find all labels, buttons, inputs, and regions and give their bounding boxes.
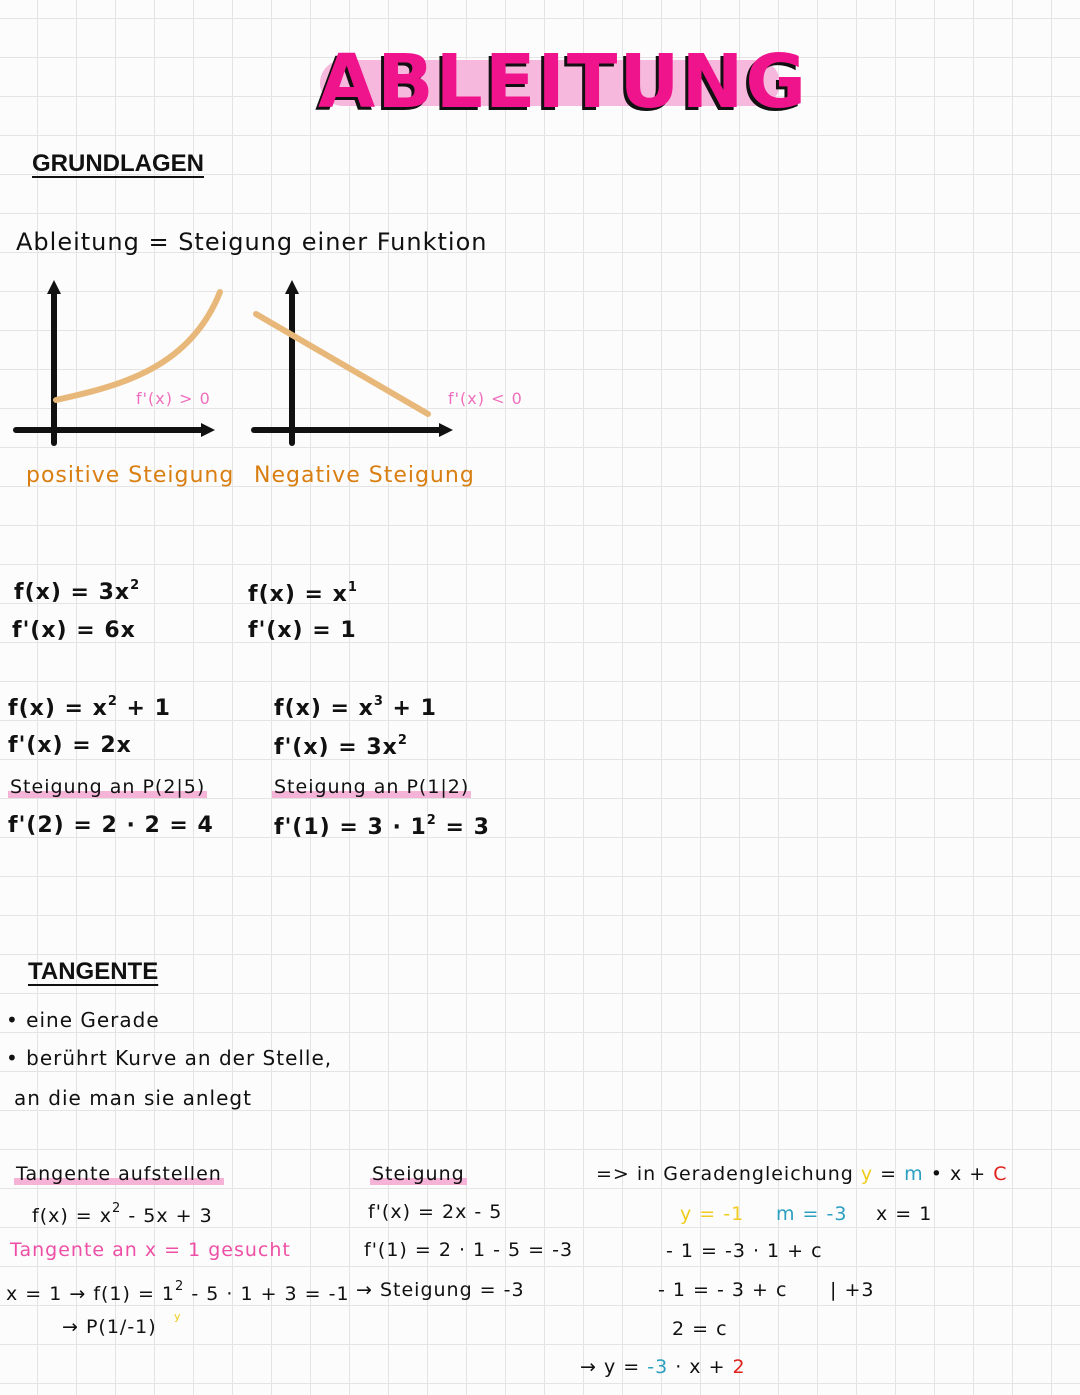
bullet-continuation: an die man sie anlegt	[14, 1086, 252, 1110]
example-1-derivative: f'(x) = 6x	[12, 618, 136, 643]
function-tail: + 1	[117, 696, 171, 721]
arrow-icon: →	[62, 1316, 79, 1338]
y-axis-arrow-icon	[47, 280, 61, 294]
section-heading-grundlagen: GRUNDLAGEN	[32, 150, 204, 177]
example-3-derivative: f'(x) = 2x	[8, 733, 132, 758]
example-2-derivative: f'(x) = 1	[248, 618, 357, 643]
caption-positive: positive Steigung	[26, 463, 235, 488]
exponent: 2	[397, 733, 408, 748]
y-marker: y	[174, 1310, 182, 1323]
x-axis-arrow-icon	[439, 423, 453, 437]
highlighted-label: Tangente aufstellen	[16, 1163, 222, 1185]
function-tail: - 5x + 3	[121, 1205, 213, 1227]
x-value: x = 1	[876, 1203, 933, 1225]
exponent: 1	[347, 580, 358, 595]
result-mid: · x +	[668, 1356, 733, 1378]
function-text: f(x) = x	[274, 696, 374, 721]
bullet-item: • berührt Kurve an der Stelle,	[6, 1046, 333, 1070]
equation-line-2: - 1 = - 3 + c	[658, 1279, 788, 1301]
y-value: y = -1	[680, 1203, 745, 1225]
page-title-block	[318, 34, 808, 130]
x-axis-arrow-icon	[201, 423, 215, 437]
bullet-text: berührt Kurve an der Stelle,	[26, 1046, 333, 1070]
result-y: y =	[603, 1356, 648, 1378]
decreasing-line	[256, 314, 428, 414]
curve-label-positive: f'(x) > 0	[136, 389, 211, 408]
step-text: x = 1 → f(1) = 1	[6, 1283, 176, 1305]
exponent: 2	[175, 1279, 185, 1294]
caption-negative: Negative Steigung	[254, 463, 475, 488]
m-value: m = -3	[776, 1203, 848, 1225]
steigung-label	[370, 1163, 467, 1185]
eq-m: m	[904, 1163, 924, 1185]
point-text: P(1/-1)	[85, 1316, 157, 1338]
highlighted-label: Steigung	[372, 1163, 465, 1185]
exponent: 2	[130, 578, 141, 593]
steigung-derivative: f'(x) = 2x - 5	[368, 1201, 503, 1223]
aufstellen-function	[32, 1201, 213, 1227]
example-4-calculation	[274, 813, 490, 840]
steigung-evaluation: f'(1) = 2 · 1 - 5 = -3	[364, 1239, 574, 1261]
equation-operation: | +3	[830, 1279, 875, 1301]
example-4-function	[274, 694, 437, 721]
example-3-function	[8, 694, 171, 721]
aufstellen-label	[14, 1163, 224, 1185]
positive-slope-graph	[10, 278, 230, 448]
function-tail: + 1	[383, 696, 437, 721]
y-axis-arrow-icon	[285, 280, 299, 294]
function-text: f(x) = 3x	[14, 580, 131, 605]
intro-text: => in Geradengleichung	[596, 1163, 854, 1185]
example-4-point	[272, 776, 471, 798]
bullet-text: eine Gerade	[26, 1008, 160, 1032]
exponent: 2	[112, 1201, 122, 1216]
definition-text: Ableitung = Steigung einer Funktion	[16, 228, 488, 256]
equation-line-1: - 1 = -3 · 1 + c	[666, 1240, 823, 1262]
exponent: 2	[107, 694, 118, 709]
function-text: f(x) = x	[8, 696, 108, 721]
curve-label-negative: f'(x) < 0	[448, 389, 523, 408]
exponent: 3	[373, 694, 384, 709]
function-text: f(x) = x	[248, 582, 348, 607]
calc-tail: = 3	[436, 815, 490, 840]
example-2-function	[248, 580, 358, 607]
eq-equals: =	[873, 1163, 905, 1185]
exponent: 2	[426, 813, 437, 828]
function-value-step	[6, 1279, 350, 1305]
section-heading-tangente: TANGENTE	[28, 958, 159, 985]
step-tail: - 5 · 1 + 3 = -1	[184, 1283, 350, 1305]
eq-c: C	[993, 1163, 1008, 1185]
derivative-text: f'(x) = 3x	[274, 735, 398, 760]
example-1-function	[14, 578, 140, 605]
eq-mid: • x +	[923, 1163, 994, 1185]
eq-y: y	[860, 1163, 874, 1185]
highlighted-label: Steigung an P(2|5)	[10, 776, 206, 798]
function-text: f(x) = x	[32, 1205, 113, 1227]
gerade-intro	[596, 1163, 1007, 1185]
result-c: 2	[732, 1356, 746, 1378]
tangent-point	[62, 1316, 157, 1338]
page-title: ABLEITUNG	[318, 39, 809, 125]
result-m: -3	[647, 1356, 669, 1378]
tangent-point-goal: Tangente an x = 1 gesucht	[10, 1239, 291, 1261]
calc-text: f'(1) = 3 · 1	[274, 815, 427, 840]
equation-line-3: 2 = c	[672, 1318, 728, 1340]
tangent-equation-result	[580, 1356, 746, 1378]
negative-slope-graph	[248, 278, 468, 448]
arrow-icon: →	[580, 1356, 597, 1378]
increasing-curve	[56, 292, 220, 400]
steigung-result: → Steigung = -3	[356, 1279, 525, 1301]
highlighted-label: Steigung an P(1|2)	[274, 776, 470, 798]
example-3-calculation: f'(2) = 2 · 2 = 4	[8, 813, 214, 838]
example-4-derivative	[274, 733, 408, 760]
example-3-point	[8, 776, 207, 798]
bullet-item: • eine Gerade	[6, 1008, 160, 1032]
